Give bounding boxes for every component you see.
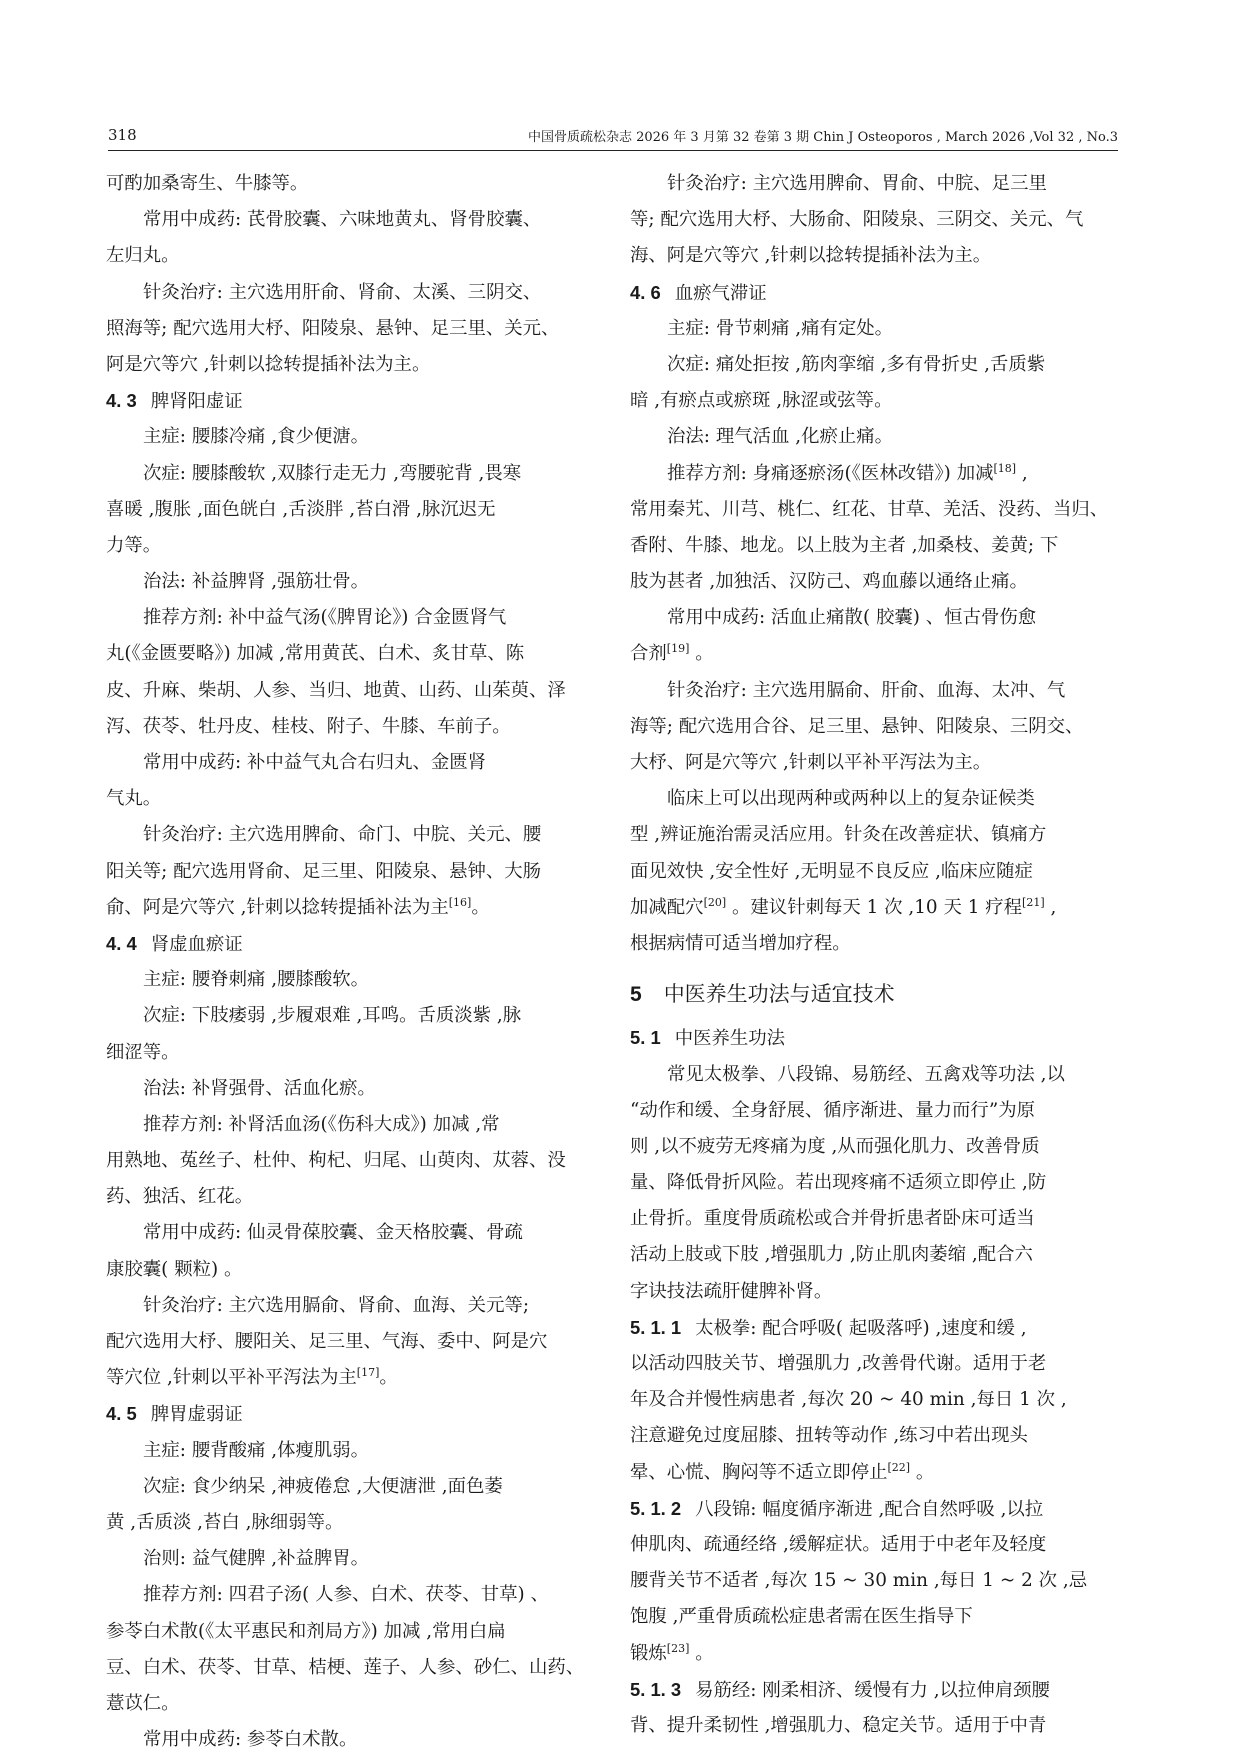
section-number: 4. 6 bbox=[630, 281, 661, 303]
text-line: 推荐方剂: 补肾活血汤(《伤科大成》) 加减 ,常 bbox=[143, 1113, 500, 1135]
citation-ref: [19] bbox=[666, 642, 690, 656]
text-line: 背、提升柔韧性 ,增强肌力、稳定关节。适用于中青 bbox=[630, 1714, 1047, 1736]
section-number: 5. 1. 3 bbox=[630, 1678, 682, 1700]
text-line: 阿是穴等穴 ,针刺以捻转提插补法为主。 bbox=[106, 353, 431, 375]
section-title: 脾胃虚弱证 bbox=[150, 1404, 243, 1426]
text-line: 主症: 腰膝冷痛 ,食少便溏。 bbox=[143, 426, 370, 448]
text-line: 常用中成药: 芪骨胶囊、六味地黄丸、肾骨胶囊、 bbox=[143, 209, 542, 231]
text-line: 临床上可以出现两种或两种以上的复杂证候类 bbox=[667, 788, 1035, 810]
text-line: 黄 ,舌质淡 ,苔白 ,脉细弱等。 bbox=[106, 1511, 344, 1533]
running-header bbox=[108, 120, 1118, 151]
text-line: 海、阿是穴等穴 ,针刺以捻转提插补法为主。 bbox=[630, 245, 992, 267]
journal-citation: 中国骨质疏松杂志 2026 年 3 月第 32 卷第 3 期 Chin J Osteoporos , March 2026 ,Vol 32 , No.3 bbox=[527, 130, 1118, 145]
text-line: 根据病情可适当增加疗程。 bbox=[630, 932, 851, 954]
page-number: 318 bbox=[108, 126, 137, 144]
citation-ref: [23] bbox=[666, 1641, 690, 1655]
text-line: 以活动四肢关节、增强肌力 ,改善骨代谢。适用于老 bbox=[630, 1353, 1047, 1374]
text-line: 常用中成药: 活血止痛散( 胶囊) 、恒古骨伤愈 bbox=[667, 607, 1037, 629]
section-number: 4. 4 bbox=[106, 932, 137, 954]
text-line: 细涩等。 bbox=[106, 1041, 180, 1063]
text-line: 可酌加桑寄生、牛膝等。 bbox=[106, 173, 309, 194]
text-line: 次症: 食少纳呆 ,神疲倦怠 ,大便溏泄 ,面色萎 bbox=[143, 1475, 503, 1497]
section-heading bbox=[630, 275, 1120, 311]
citation-ref: [16] bbox=[448, 895, 472, 909]
text-line: 参苓白术散(《太平惠民和剂局方》) 加减 ,常用白扁 bbox=[106, 1620, 506, 1642]
text-line: 用熟地、菟丝子、杜仲、枸杞、归尾、山萸肉、苁蓉、没 bbox=[106, 1150, 566, 1172]
text-line: 推荐方剂: 补中益气汤(《脾胃论》) 合金匮肾气 bbox=[143, 607, 507, 629]
section-heading bbox=[106, 383, 596, 419]
text-line: 等穴位 ,针刺以平补平泻法为主[17]。 bbox=[106, 1366, 398, 1389]
text-line: “动作和缓、全身舒展、循序渐进、量力而行”为原 bbox=[630, 1099, 1036, 1121]
text-line: 晕、心慌、胸闷等不适立即停止[22] 。 bbox=[630, 1460, 935, 1483]
subsection-heading bbox=[630, 1672, 1120, 1708]
text-line: 常用中成药: 补中益气丸合右归丸、金匮肾 bbox=[143, 752, 487, 773]
text-line: 香附、牛膝、地龙。以上肢为主者 ,加桑枝、姜黄; 下 bbox=[630, 534, 1059, 556]
text-line: 腰背关节不适者 ,每次 15 ~ 30 min ,每日 1 ~ 2 次 ,忌 bbox=[630, 1570, 1088, 1592]
citation-ref: [21] bbox=[1022, 895, 1045, 909]
text-line: 治法: 补益脾肾 ,强筋壮骨。 bbox=[143, 571, 370, 593]
text-line: 阳关等; 配穴选用肾俞、足三里、阳陵泉、悬钟、大肠 bbox=[106, 860, 542, 882]
citation-ref: [22] bbox=[887, 1460, 911, 1474]
text-line: 丸(《金匮要略》) 加减 ,常用黄芪、白术、炙甘草、陈 bbox=[106, 643, 525, 665]
text-line: 药、独活、红花。 bbox=[106, 1186, 254, 1208]
text-line: 面见效快 ,安全性好 ,无明显不良反应 ,临床应随症 bbox=[630, 860, 1033, 882]
section-number: 5. 1 bbox=[630, 1027, 661, 1049]
text-line: 推荐方剂: 身痛逐瘀汤(《医林改错》) 加减[18] , bbox=[667, 461, 1028, 484]
right-column bbox=[630, 166, 1120, 1744]
text-line: 针灸治疗: 主穴选用膈俞、肾俞、血海、关元等; bbox=[143, 1294, 530, 1316]
text-line: 俞、阿是穴等穴 ,针刺以捻转提插补法为主[16]。 bbox=[106, 895, 490, 918]
text-line: 主症: 腰背酸痛 ,体瘦肌弱。 bbox=[143, 1439, 370, 1461]
text-line: 力等。 bbox=[106, 534, 162, 556]
text-line: 常用秦艽、川芎、桃仁、红花、甘草、羌活、没药、当归、 bbox=[630, 498, 1109, 520]
text-line: 型 ,辨证施治需灵活应用。针灸在改善症状、镇痛方 bbox=[630, 824, 1047, 846]
text-line: 左归丸。 bbox=[106, 245, 180, 267]
section-title: 易筋经: 刚柔相济、缓慢有力 ,以拉伸肩颈腰 bbox=[695, 1679, 1050, 1701]
text-line: 肢为甚者 ,加独活、汉防己、鸡血藤以通络止痛。 bbox=[630, 571, 1028, 593]
section-number: 4. 3 bbox=[106, 390, 137, 412]
text-line: 针灸治疗: 主穴选用肝俞、肾俞、太溪、三阴交、 bbox=[143, 281, 542, 303]
chapter-title: 中医养生功法与适宜技术 bbox=[663, 982, 895, 1007]
text-line: 针灸治疗: 主穴选用脾俞、命门、中脘、关元、腰 bbox=[143, 824, 542, 846]
text-line: 针灸治疗: 主穴选用膈俞、肝俞、血海、太冲、气 bbox=[667, 679, 1066, 701]
subsection-heading bbox=[630, 1310, 1120, 1346]
text-line: 则 ,以不疲劳无疼痛为度 ,从而强化肌力、改善骨质 bbox=[630, 1135, 1040, 1157]
chapter-heading bbox=[630, 976, 1120, 1012]
text-line: 锻炼[23] 。 bbox=[630, 1641, 714, 1664]
text-line: 饱腹 ,严重骨质疏松症患者需在医生指导下 bbox=[630, 1606, 973, 1628]
text-line: 配穴选用大杼、腰阳关、足三里、气海、委中、阿是穴 bbox=[106, 1331, 548, 1352]
text-line: 治则: 益气健脾 ,补益脾胃。 bbox=[143, 1548, 370, 1570]
section-title: 八段锦: 幅度循序渐进 ,配合自然呼吸 ,以拉 bbox=[695, 1498, 1044, 1520]
text-line: 次症: 痛处拒按 ,筋肉挛缩 ,多有骨折史 ,舌质紫 bbox=[667, 353, 1046, 375]
section-number: 5. 1. 2 bbox=[630, 1497, 682, 1519]
text-line: 量、降低骨折风险。若出现疼痛不适须立即停止 ,防 bbox=[630, 1172, 1047, 1194]
text-line: 大杼、阿是穴等穴 ,针刺以平补平泻法为主。 bbox=[630, 752, 992, 773]
subsection-heading bbox=[630, 1491, 1120, 1527]
citation-ref: [18] bbox=[993, 461, 1017, 475]
text-line: 常用中成药: 仙灵骨葆胶囊、金天格胶囊、骨疏 bbox=[143, 1222, 523, 1244]
citation-ref: [20] bbox=[703, 895, 727, 909]
text-line: 主症: 骨节刺痛 ,痛有定处。 bbox=[667, 317, 894, 339]
text-line: 加减配穴[20] 。建议针刺每天 1 次 ,10 天 1 疗程[21] , bbox=[630, 895, 1057, 918]
section-number: 5. 1. 1 bbox=[630, 1316, 682, 1338]
text-line: 泻、茯苓、牡丹皮、桂枝、附子、牛膝、车前子。 bbox=[106, 715, 511, 737]
text-line: 皮、升麻、柴胡、人参、当归、地黄、山药、山茱萸、泽 bbox=[106, 679, 566, 701]
text-line: 活动上肢或下肢 ,增强肌力 ,防止肌肉萎缩 ,配合六 bbox=[630, 1244, 1033, 1266]
text-line: 治法: 理气活血 ,化瘀止痛。 bbox=[667, 426, 894, 448]
text-line: 薏苡仁。 bbox=[106, 1692, 180, 1714]
citation-ref: [17] bbox=[356, 1366, 380, 1380]
section-title: 脾肾阳虚证 bbox=[150, 391, 243, 413]
text-line: 字诀技法疏肝健脾补肾。 bbox=[630, 1280, 833, 1302]
text-line: 注意避免过度屈膝、扭转等动作 ,练习中若出现头 bbox=[630, 1425, 1028, 1447]
text-line: 暗 ,有瘀点或瘀斑 ,脉涩或弦等。 bbox=[630, 390, 893, 412]
text-line: 豆、白术、茯苓、甘草、桔梗、莲子、人参、砂仁、山药、 bbox=[106, 1656, 585, 1678]
text-line: 次症: 腰膝酸软 ,双膝行走无力 ,弯腰驼背 ,畏寒 bbox=[143, 462, 522, 484]
text-line: 常见太极拳、八段锦、易筋经、五禽戏等功法 ,以 bbox=[667, 1063, 1065, 1085]
text-line: 次症: 下肢痿弱 ,步履艰难 ,耳鸣。舌质淡紫 ,脉 bbox=[143, 1005, 522, 1027]
text-line: 喜暖 ,腹胀 ,面色㿠白 ,舌淡胖 ,苔白滑 ,脉沉迟无 bbox=[106, 498, 496, 520]
text-line: 合剂[19] 。 bbox=[630, 642, 714, 665]
text-line: 伸肌肉、疏通经络 ,缓解症状。适用于中老年及轻度 bbox=[630, 1533, 1047, 1555]
text-line: 推荐方剂: 四君子汤( 人参、白术、茯苓、甘草) 、 bbox=[143, 1584, 549, 1606]
text-line: 常用中成药: 参苓白术散。 bbox=[143, 1729, 358, 1751]
text-line: 海等; 配穴选用合谷、足三里、悬钟、阳陵泉、三阴交、 bbox=[630, 715, 1084, 737]
text-line: 治法: 补肾强骨、活血化瘀。 bbox=[143, 1077, 376, 1099]
text-line: 止骨折。重度骨质疏松或合并骨折患者卧床可适当 bbox=[630, 1208, 1035, 1230]
section-title: 血瘀气滞证 bbox=[674, 282, 767, 304]
text-line: 气丸。 bbox=[106, 788, 162, 810]
text-line: 针灸治疗: 主穴选用脾俞、胃俞、中脘、足三里 bbox=[667, 173, 1047, 194]
section-heading bbox=[106, 926, 596, 962]
text-line: 年及合并慢性病患者 ,每次 20 ~ 40 min ,每日 1 次 , bbox=[630, 1389, 1067, 1411]
section-number: 4. 5 bbox=[106, 1403, 137, 1425]
section-heading bbox=[630, 1020, 1120, 1056]
text-line: 康胶囊( 颗粒) 。 bbox=[106, 1258, 243, 1280]
section-title: 中医养生功法 bbox=[674, 1028, 786, 1050]
text-line: 主症: 腰脊刺痛 ,腰膝酸软。 bbox=[143, 969, 370, 991]
section-heading bbox=[106, 1396, 596, 1432]
section-title: 太极拳: 配合呼吸( 起吸落呼) ,速度和缓 , bbox=[695, 1317, 1027, 1339]
section-title: 肾虚血瘀证 bbox=[150, 933, 243, 955]
text-line: 照海等; 配穴选用大杼、阳陵泉、悬钟、足三里、关元、 bbox=[106, 317, 560, 339]
chapter-number: 5 bbox=[630, 983, 642, 1007]
text-line: 等; 配穴选用大杼、大肠俞、阳陵泉、三阴交、关元、气 bbox=[630, 209, 1084, 231]
left-column bbox=[106, 166, 596, 1758]
